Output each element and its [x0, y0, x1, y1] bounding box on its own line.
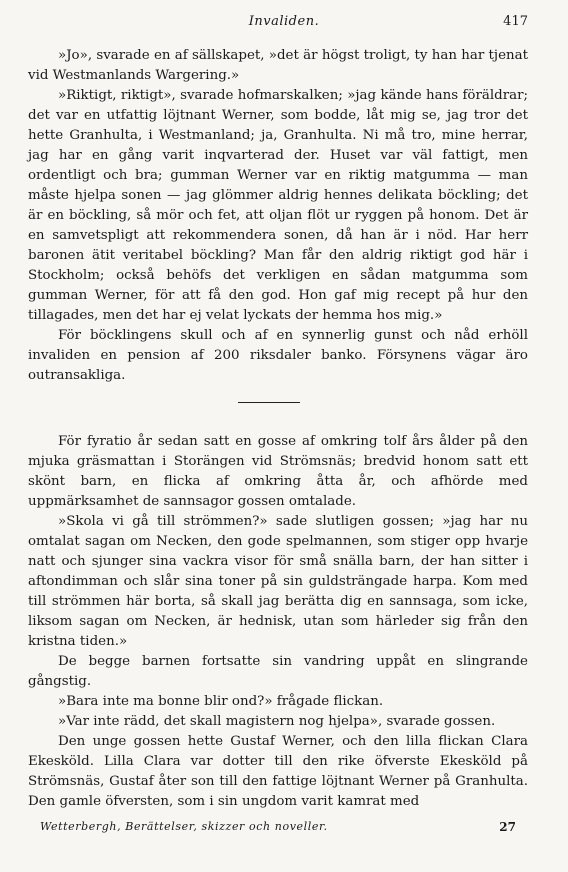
page-number: 417 [503, 14, 528, 29]
paragraph: För böcklingens skull och af en synnerlig gunst och nåd erhöll invaliden en pension af 200 riksdaler banko. Försynens vägar äro outransakliga. [28, 328, 528, 383]
paragraph: »Riktigt, riktigt», svarade hofmarskalken; »jag kände hans föräldrar; det var en utfattig löjtnant Werner, som bodde, låt mig se, jag tror det hette Granhulta, i Westmanland; ja, Granhulta. Ni må tro, mine herrar, jag har en gång varit inqvarterad der. Huset var väl fattigt, men ordentligt och bra; gumman Werner var en riktig matgumma — man måste hjelpa sonen — jag glömmer aldrig hennes delikata böckling; det är en böckling, så mör och fet, att oljan flöt ur ryggen på honom. Det är en samvetspligt att rekommendera sonen, då han är i nöd. Har herr baronen ätit veritabel böckling? Man får den aldrig riktigt god här i Stockholm; också behöfs det verkligen en sådan matgumma som gumman Werner, för att få den god. Hon gaf mig recept på hur den tillagades, men det har ej velat lyckats der hemma hos mig.» [28, 88, 528, 323]
paragraph: »Var inte rädd, det skall magistern nog hjelpa», svarade gossen. [58, 714, 496, 729]
section-divider [238, 402, 300, 403]
paragraph: De begge barnen fortsatte sin vandring uppåt en slingrande gångstig. [28, 654, 528, 689]
text-section-2 [28, 432, 528, 812]
signature-line: Wetterbergh, Berättelser, skizzer och noveller. [40, 820, 328, 833]
page-header [0, 14, 568, 38]
page-footer [40, 820, 528, 833]
text-section-1 [28, 46, 528, 386]
signature-number: 27 [499, 820, 516, 834]
paragraph: »Jo», svarade en af sällskapet, »det är högst troligt, ty han har tjenat vid Westmanlands Wargering.» [28, 48, 528, 83]
paragraph: »Bara inte ma bonne blir ond?» frågade flickan. [58, 694, 384, 709]
paragraph: För fyratio år sedan satt en gosse af omkring tolf års ålder på den mjuka gräsmattan i Storängen vid Strömsnäs; bredvid honom satt ett skönt barn, en flicka af omkring åtta år, och afhörde med uppmärksamhet de sannsagor gossen omtalade. [28, 434, 528, 509]
running-title: Invaliden. [248, 14, 320, 29]
paragraph: »Skola vi gå till strömmen?» sade slutligen gossen; »jag har nu omtalat sagan om Necken, den gode spelmannen, som stiger opp hvarje natt och sjunger sina vackra visor för små snälla barn, der han sitter i aftondimman och slår sina toner på sin guldsträngade harpa. Kom med till strömmen här borta, så skall jag berätta dig en sannsaga, som icke, liksom sagan om Necken, är hednisk, utan som härleder sig från den kristna tiden.» [28, 514, 528, 649]
paragraph: Den unge gossen hette Gustaf Werner, och den lilla flickan Clara Ekesköld. Lilla Clara var dotter till den rike öfverste Ekesköld på Strömsnäs, Gustaf åter son till den fattige löjtnant Werner på Granhulta. Den gamle öfversten, som i sin ungdom varit kamrat med [28, 734, 528, 809]
